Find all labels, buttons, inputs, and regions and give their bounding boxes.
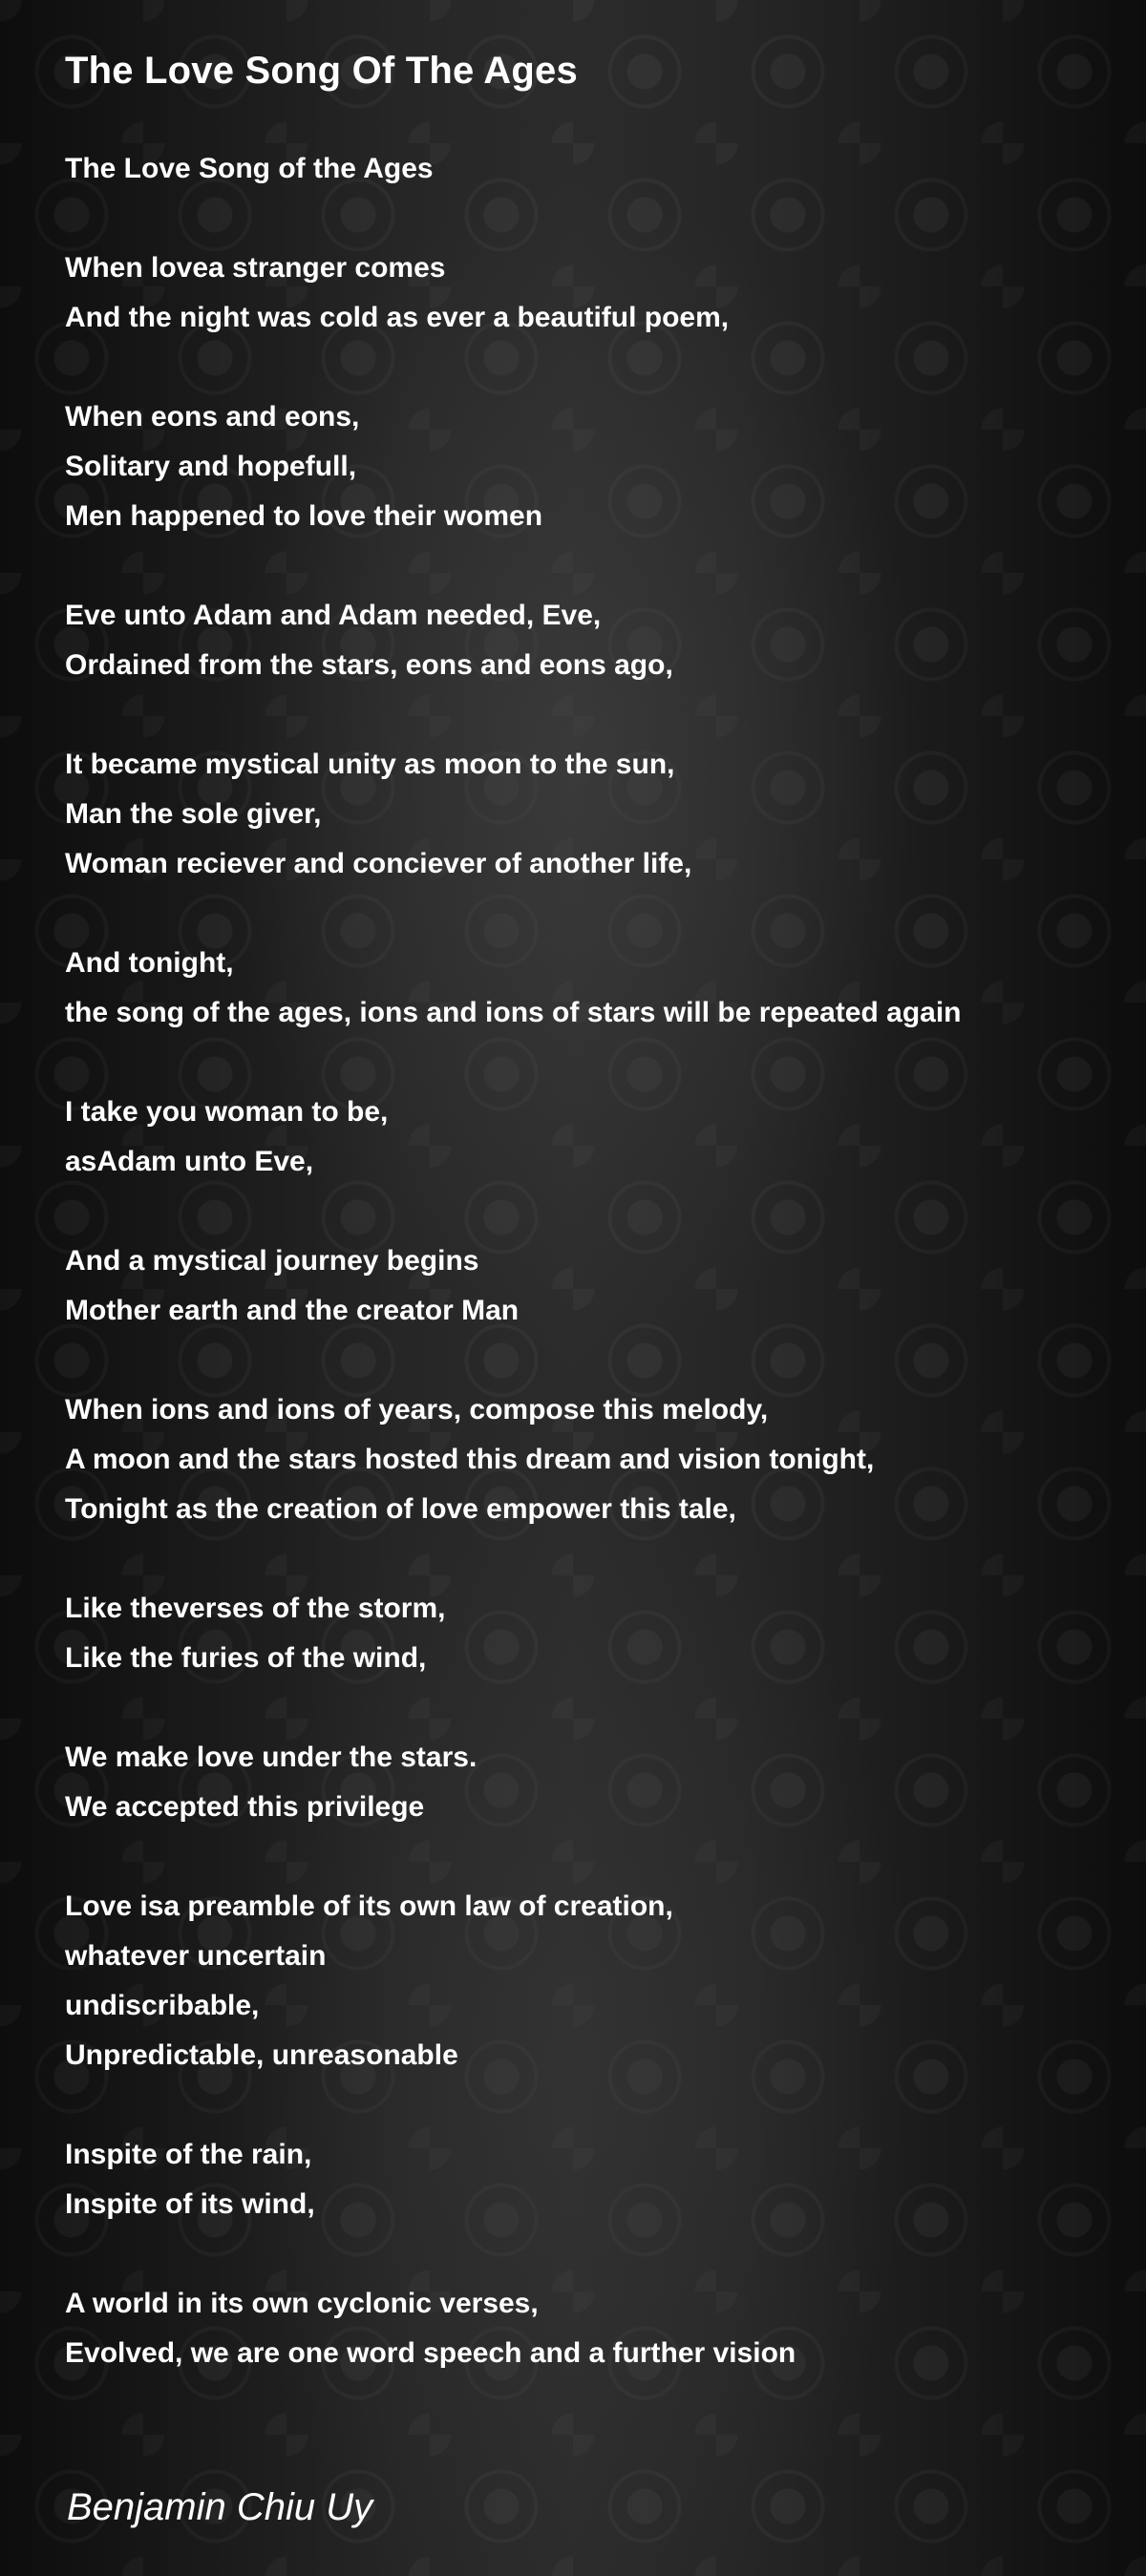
stanza-gap (65, 541, 1115, 591)
poem-line: A world in its own cyclonic verses, (65, 2288, 539, 2319)
stanza-gap (65, 343, 1115, 392)
poem-line: whatever uncertain (65, 1940, 327, 1972)
poem-line: Inspite of its wind, (65, 2188, 315, 2220)
stanza (65, 1882, 1115, 2080)
poem-line: Like the furies of the wind, (65, 1642, 427, 1674)
stanza (65, 392, 1115, 541)
stanza-gap (65, 194, 1115, 243)
poem-line: Solitary and hopefull, (65, 451, 357, 482)
poem-line: Inspite of the rain, (65, 2139, 312, 2170)
stanza-gap (65, 2080, 1115, 2130)
stanza-gap (65, 1038, 1115, 1087)
poem-line: Love isa preamble of its own law of creation, (65, 1890, 673, 1922)
stanza-gap (65, 1832, 1115, 1882)
poem-line: Eve unto Adam and Adam needed, Eve, (65, 600, 602, 631)
stanza (65, 243, 1115, 343)
poem-line: When lovea stranger comes (65, 252, 446, 284)
poem-line: Men happened to love their women (65, 500, 543, 532)
poem-line: Tonight as the creation of love empower this tale, (65, 1493, 736, 1525)
poem-line: I take you woman to be, (65, 1096, 389, 1128)
poem-line: When eons and eons, (65, 401, 360, 433)
poem-line: A moon and the stars hosted this dream and vision tonight, (65, 1444, 875, 1475)
stanza-gap (65, 1683, 1115, 1733)
stanza (65, 2279, 1115, 2378)
stanza-gap (65, 2229, 1115, 2279)
stanza-gap (65, 889, 1115, 939)
stanza (65, 1733, 1115, 1832)
poem-line: undiscribable, (65, 1990, 260, 2021)
poem-line: The Love Song of the Ages (65, 153, 434, 184)
stanza (65, 1584, 1115, 1683)
stanza-gap (65, 690, 1115, 740)
stanza-gap (65, 1336, 1115, 1385)
poem-body (65, 144, 1115, 2378)
stanza (65, 1385, 1115, 1534)
poem-line: Evolved, we are one word speech and a further vision (65, 2337, 796, 2369)
stanza (65, 1087, 1115, 1187)
stanza (65, 144, 1115, 194)
poem-line: And a mystical journey begins (65, 1245, 479, 1277)
stanza-gap (65, 1534, 1115, 1584)
stanza (65, 939, 1115, 1038)
poem-line: We accepted this privilege (65, 1791, 425, 1823)
stanza (65, 2130, 1115, 2229)
stanza (65, 1236, 1115, 1336)
author-signature: Benjamin Chiu Uy (67, 2486, 373, 2528)
poem-line: asAdam unto Eve, (65, 1146, 314, 1177)
poem-line: Like theverses of the storm, (65, 1593, 446, 1624)
poem-title: The Love Song Of The Ages (65, 50, 578, 92)
poem-line: Unpredictable, unreasonable (65, 2039, 458, 2071)
poem-line: Mother earth and the creator Man (65, 1295, 520, 1326)
poem-line: And tonight, (65, 947, 234, 979)
stanza (65, 740, 1115, 889)
stanza-gap (65, 1187, 1115, 1236)
poem-line: And the night was cold as ever a beautiful poem, (65, 302, 730, 333)
poem-line: We make love under the stars. (65, 1742, 478, 1773)
poem-line: Man the sole giver, (65, 798, 322, 830)
poem-line: Woman reciever and conciever of another life, (65, 848, 692, 879)
stanza (65, 591, 1115, 690)
poem-line: Ordained from the stars, eons and eons ago, (65, 649, 673, 681)
poem-line: the song of the ages, ions and ions of stars will be repeated again (65, 997, 962, 1028)
poem-line: When ions and ions of years, compose this melody, (65, 1394, 769, 1425)
poem-line: It became mystical unity as moon to the sun, (65, 749, 675, 780)
